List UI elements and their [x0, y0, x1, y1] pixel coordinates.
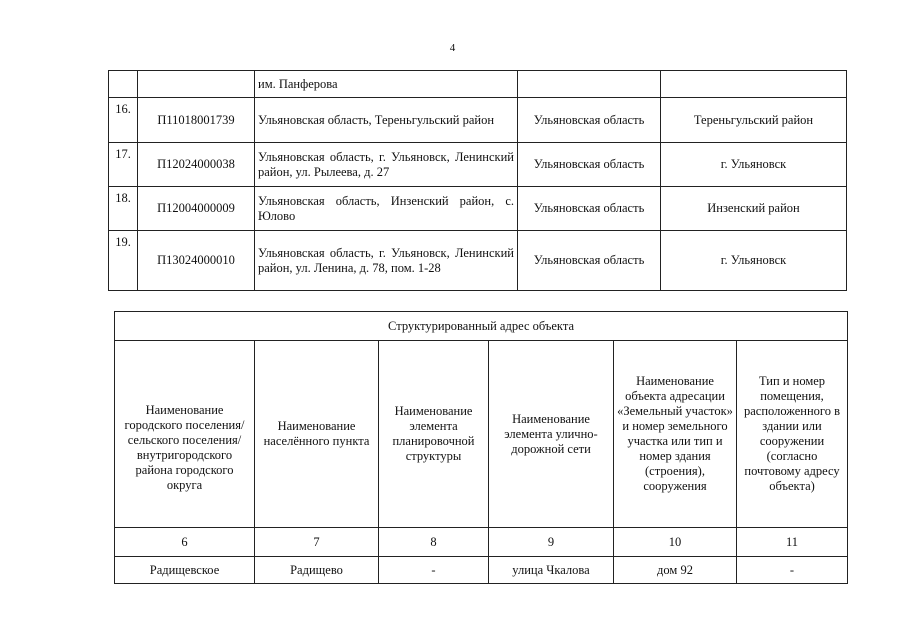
object-address: Ульяновская область, г. Ульяновск, Ленинский район, ул. Ленина, д. 78, пом. 1-28: [255, 231, 518, 291]
column-number: 9: [489, 528, 614, 557]
table-row: [115, 557, 848, 584]
column-header-settlement: Наименование городского поселения/сельского поселения/внутригородского района городского округа: [115, 341, 255, 528]
table-row: [109, 231, 847, 291]
object-address: Ульяновская область, г. Ульяновск, Ленинский район, ул. Рылеева, д. 27: [255, 143, 518, 187]
cadastral-code: [138, 71, 255, 98]
column-header-locality: Наименование населённого пункта: [255, 341, 379, 528]
cadastral-code: П12004000009: [138, 187, 255, 231]
table-title: Структурированный адрес объекта: [115, 312, 848, 341]
row-number: [109, 71, 138, 98]
cadastral-code: П13024000010: [138, 231, 255, 291]
row-number: 16.: [109, 98, 138, 143]
district: г. Ульяновск: [661, 231, 847, 291]
district: Инзенский район: [661, 187, 847, 231]
premises-value: -: [737, 557, 848, 584]
settlement-value: Радищевское: [115, 557, 255, 584]
column-number: 11: [737, 528, 848, 557]
land-plot-value: дом 92: [614, 557, 737, 584]
district: г. Ульяновск: [661, 143, 847, 187]
page-number: 4: [449, 42, 456, 54]
row-number: 17.: [109, 143, 138, 187]
table-row: [109, 98, 847, 143]
column-header-premises: Тип и номер помещения, расположенного в здании или сооружении (согласно почтовому адресу объекта): [737, 341, 848, 528]
column-header-land-plot: Наименование объекта адресации «Земельный участок» и номер земельного участка или тип и номер здания (строения), сооружения: [614, 341, 737, 528]
locality-value: Радищево: [255, 557, 379, 584]
row-number: 19.: [109, 231, 138, 291]
objects-table: [108, 70, 847, 291]
row-number: 18.: [109, 187, 138, 231]
cadastral-code: П12024000038: [138, 143, 255, 187]
table-row: [109, 187, 847, 231]
object-address: им. Панферова: [255, 71, 518, 98]
planning-element-value: -: [379, 557, 489, 584]
column-header-street: Наименование элемента улично-дорожной сети: [489, 341, 614, 528]
table-row: [109, 143, 847, 187]
table-row: [109, 71, 847, 98]
cadastral-code: П11018001739: [138, 98, 255, 143]
column-numbers-row: [115, 528, 848, 557]
district: Тереньгульский район: [661, 98, 847, 143]
column-number: 8: [379, 528, 489, 557]
column-number: 6: [115, 528, 255, 557]
region: Ульяновская область: [518, 143, 661, 187]
object-address: Ульяновская область, Инзенский район, с. Юлово: [255, 187, 518, 231]
region: [518, 71, 661, 98]
region: Ульяновская область: [518, 187, 661, 231]
column-header-planning-element: Наименование элемента планировочной структуры: [379, 341, 489, 528]
structured-address-table: [114, 311, 848, 584]
region: Ульяновская область: [518, 98, 661, 143]
region: Ульяновская область: [518, 231, 661, 291]
street-value: улица Чкалова: [489, 557, 614, 584]
object-address: Ульяновская область, Тереньгульский район: [255, 98, 518, 143]
column-number: 7: [255, 528, 379, 557]
district: [661, 71, 847, 98]
column-number: 10: [614, 528, 737, 557]
